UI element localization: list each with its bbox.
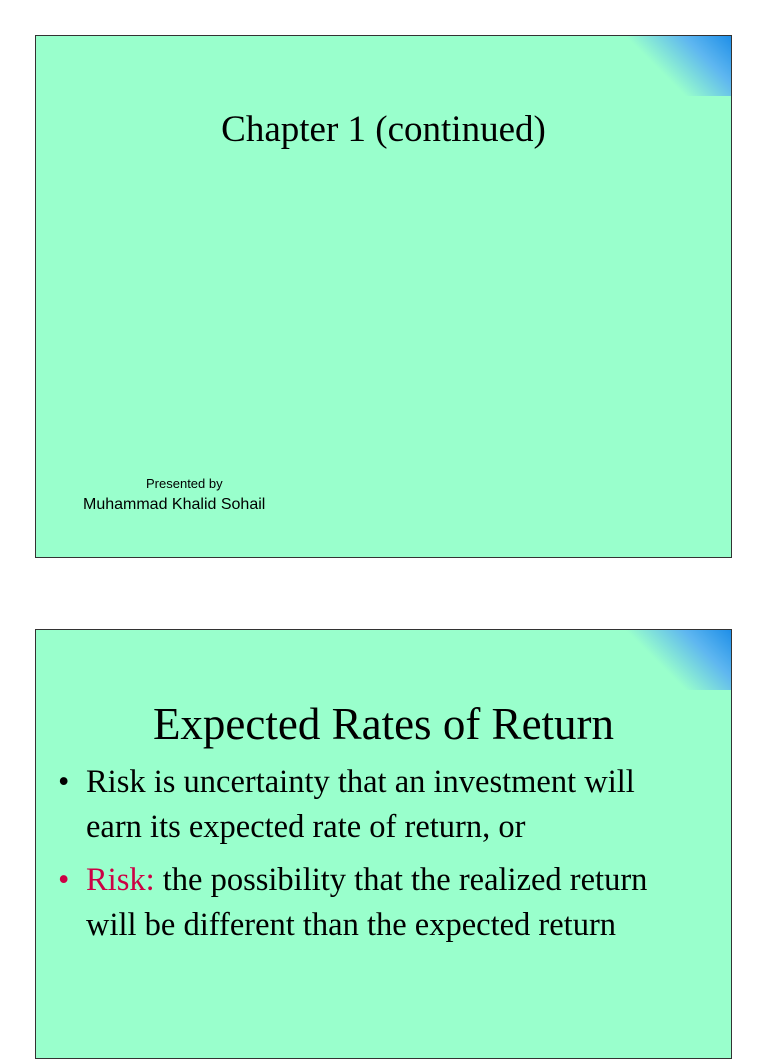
bullet-term: Risk: — [86, 862, 155, 898]
corner-gradient-decoration — [621, 630, 731, 690]
bullet-item — [58, 760, 688, 850]
bullet-list — [58, 760, 688, 956]
bullet-marker: • — [58, 862, 70, 898]
presented-by-label: Presented by — [146, 476, 223, 491]
bullet-marker: • — [58, 764, 70, 800]
slide-2 — [35, 629, 732, 1059]
slide-1 — [35, 35, 732, 558]
slide-2-title: Expected Rates of Return — [152, 699, 615, 749]
bullet-text: the possibility that the realized return will be different than the expected return — [86, 862, 648, 943]
corner-gradient-decoration — [621, 36, 731, 96]
bullet-text: Risk is uncertainty that an investment will earn its expected rate of return, or — [86, 764, 635, 845]
presenter-name: Muhammad Khalid Sohail — [83, 496, 266, 513]
slide-1-title: Chapter 1 (continued) — [221, 109, 546, 150]
bullet-item — [58, 858, 688, 948]
